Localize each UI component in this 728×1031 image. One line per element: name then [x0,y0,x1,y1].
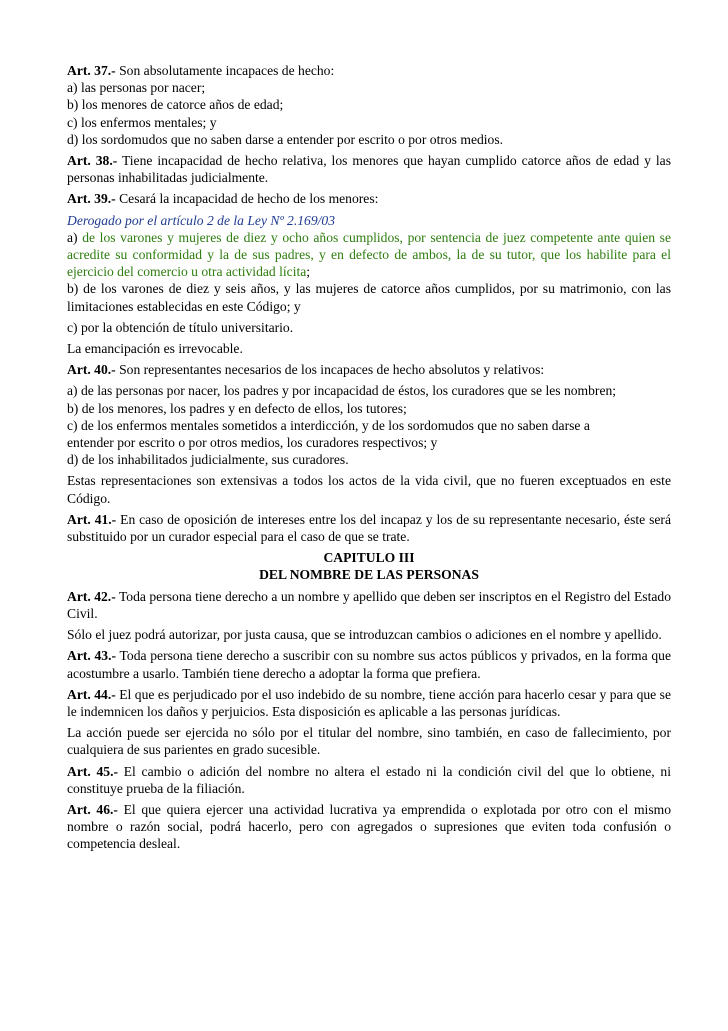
article-46-label: Art. 46.- [67,801,118,817]
article-37-item-b: b) los menores de catorce años de edad; [67,97,284,113]
article-37-text: Son absolutamente incapaces de hecho: [115,63,335,78]
article-42 [67,588,671,622]
article-40-closing: Estas representaciones son extensivas a todos los actos de la vida civil, que no fueren exceptuados en este Código. [67,473,671,506]
article-39-text: Cesará la incapacidad de hecho de los menores: [115,191,379,207]
article-37 [67,62,671,148]
chapter-heading [67,549,671,583]
article-44-text: El que es perjudicado por el uso indebido de su nombre, tiene acción para hacerlo cesar y para que se le indemnicen los daños y perjuicios. Esta disposición es aplicable a las personas jurídicas. [67,686,671,719]
document-page [67,62,671,857]
article-43-label: Art. 43.- [67,648,117,664]
article-40-text: Son representantes necesarios de los incapaces de hecho absolutos y relativos: [115,362,545,378]
article-40-item-a: a) de las personas por nacer, los padres y por incapacidad de éstos, los curadores que se les nombren; [67,383,617,399]
article-42-p2: Sólo el juez podrá autorizar, por justa causa, que se introduzcan cambios o adiciones en el nombre y apellido. [67,627,662,643]
article-40-label: Art. 40.- [67,362,116,378]
article-37-item-d: d) los sordomudos que no saben darse a entender por escrito o por otros medios. [67,131,504,147]
article-38-label: Art. 38.- [67,153,118,169]
article-45-text: El cambio o adición del nombre no altera el estado ni la condición civil del que lo obtiene, ni constituye prueba de la filiación. [67,763,671,796]
chapter-number: CAPITULO III [323,550,415,566]
article-43-text: Toda persona tiene derecho a suscribir con su nombre sus actos públicos y privados, en la forma que acostumbre a usarlo. También tiene derecho a adoptar la forma que prefiera. [67,648,671,681]
article-46-text: El que quiera ejercer una actividad lucrativa ya emprendida o explotada por otro con el mismo nombre o razón social, podrá hacerlo, pero con agregados o supresiones que eviten toda confusión o competencia desleal. [67,801,671,852]
article-38 [67,152,671,186]
article-40-heading [67,361,671,378]
article-41 [67,511,671,545]
article-38-text: Tiene incapacidad de hecho relativa, los menores que hayan cumplido catorce años de edad y las personas inhabilitadas judicialmente. [67,153,671,186]
article-37-label: Art. 37.- [67,63,116,78]
article-45 [67,763,671,797]
article-40-items [67,382,671,468]
article-44 [67,686,671,720]
article-39-item-b: b) de los varones de diez y seis años, y las mujeres de catorce años cumplidos, por su matrimonio, con las limitaciones establecidas en este Código; y [67,281,671,314]
article-39-item-c: c) por la obtención de título universitario. [67,319,294,335]
article-39-closing: La emancipación es irrevocable. [67,341,243,357]
article-39-body [67,212,671,315]
article-44-p2: La acción puede ser ejercida no sólo por el titular del nombre, sino también, en caso de fallecimiento, por cualquiera de sus parientes en grado sucesible. [67,725,671,758]
article-39-item-a-prefix: a) [67,229,83,245]
article-41-text: En caso de oposición de intereses entre los del incapaz y los de su representante necesario, éste será substituido por un curador especial para el caso de que se trate. [67,511,671,545]
article-37-item-c: c) los enfermos mentales; y [67,114,217,130]
article-40-item-c-cont: entender por escrito o por otros medios, los curadores respectivos; y [67,435,438,451]
article-45-label: Art. 45.- [67,763,119,779]
article-39-label: Art. 39.- [67,191,116,207]
article-40-item-c: c) de los enfermos mentales sometidos a interdicción, y de los sordomudos que no saben darse a [67,417,590,433]
article-40-item-d: d) de los inhabilitados judicialmente, sus curadores. [67,452,349,468]
article-42-label: Art. 42.- [67,588,116,604]
article-39-heading [67,190,671,207]
chapter-title: DEL NOMBRE DE LAS PERSONAS [259,567,479,583]
derogation-note: Derogado por el artículo 2 de la Ley Nº 2.169/03 [67,212,336,228]
article-39-item-a-suffix: ; [306,264,311,280]
article-41-label: Art. 41.- [67,511,117,527]
article-46 [67,801,671,853]
article-39-item-a-text: de los varones y mujeres de diez y ocho años cumplidos, por sentencia de juez competente ante quien se acredite su conformidad y la de sus padres, y en defecto de ambos, la de su tutor, que los habilite para el ejercicio del comercio u otra actividad lícita [67,229,671,280]
article-42-text: Toda persona tiene derecho a un nombre y apellido que deben ser inscriptos en el Registro del Estado Civil. [67,588,671,621]
article-37-item-a: a) las personas por nacer; [67,80,206,96]
article-44-label: Art. 44.- [67,686,116,702]
article-43 [67,647,671,681]
article-40-item-b: b) de los menores, los padres y en defecto de ellos, los tutores; [67,400,407,416]
